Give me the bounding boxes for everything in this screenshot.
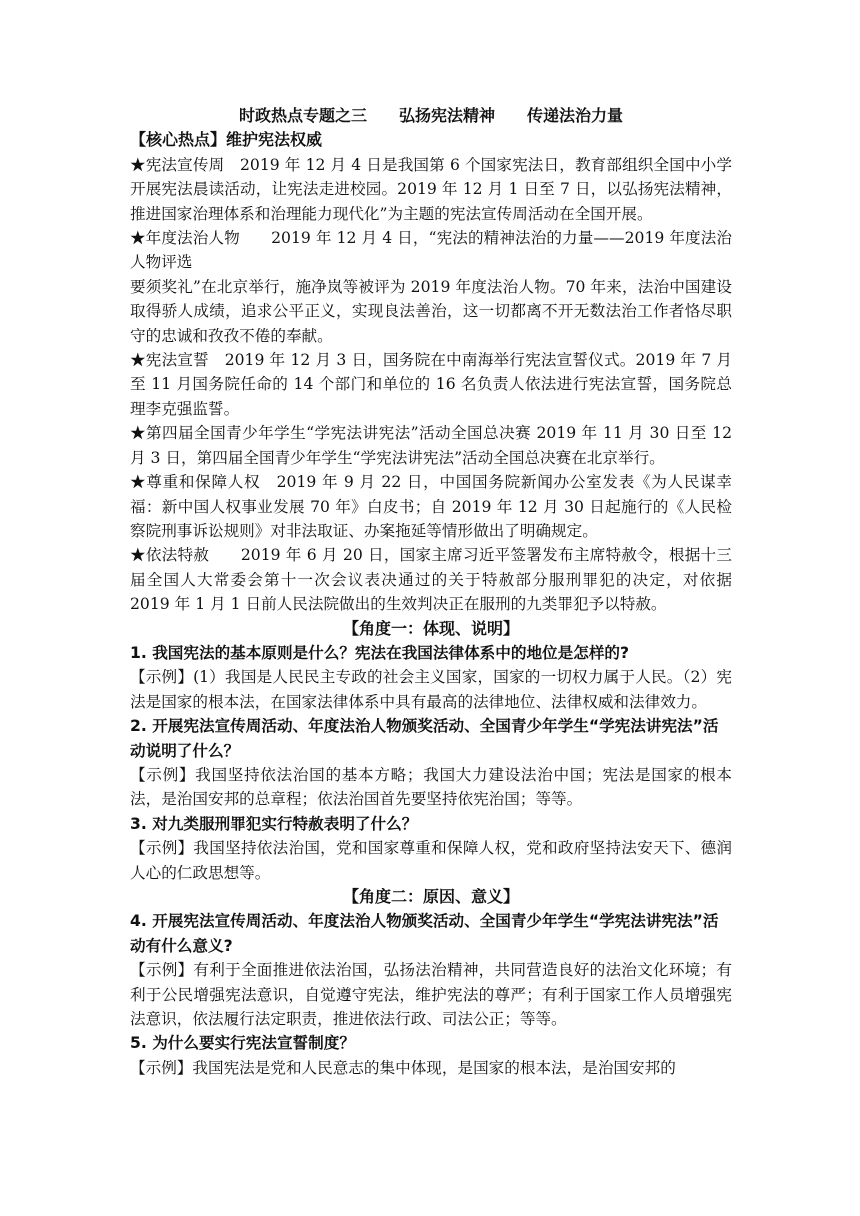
hotspot-text: 2019 年 12 月 3 日，国务院在中南海举行宪法宣誓仪式。2019 年 7 月至 11 月国务院任命的 14 个部门和单位的 16 名负责人依法进行宪法宣誓，国务院总理李克强监誓。 xyxy=(130,351,732,418)
hotspot-text: 2019 年 6 月 20 日，国家主席习近平签署发布主席特赦令，根据十三届全国人大常委会第十一次会议表决通过的关于特赦部分服刑罪犯的决定，对依据 2019 年 1 月 1 日前人民法院做出的生效判决正在服刑的九类罪犯予以特赦。 xyxy=(130,546,732,614)
hotspot-head: ★依法特赦 xyxy=(130,546,241,565)
hotspot-youth-contest xyxy=(130,421,732,470)
hotspot-constitution-week xyxy=(130,153,732,226)
hotspot-special-pardon xyxy=(130,543,732,616)
hotspot-head: ★第四届全国青少年学生“学宪法讲宪法”活动全国总决赛 xyxy=(130,424,537,443)
document-title: 时政热点专题之三 弘扬宪法精神 传递法治力量 xyxy=(238,106,623,125)
core-hotspot-heading: 【核心热点】维护宪法权威 xyxy=(130,130,323,150)
angle-one-heading: 【角度一：体现、说明】 xyxy=(342,618,519,638)
hotspot-head: ★尊重和保障人权 xyxy=(130,473,277,492)
answer-5: 【示例】我国宪法是党和人民意志的集中体现，是国家的根本法，是治国安邦的 xyxy=(130,1058,676,1077)
hotspot-text: 2019 年 9 月 22 日，中国国务院新闻办公室发表《为人民谋幸福：新中国人权事业发展 70 年》白皮书；自 2019 年 12 月 30 日起施行的《人民检察院刑事诉讼规则》对非法取证、办案拖延等情形做出了明确规定。 xyxy=(130,473,732,540)
answer-1: 【示例】(1）我国是人民民主专政的社会主义国家，国家的一切权力属于人民。（2）宪法是国家的根本法，在国家法律体系中具有最高的法律地位、法律权威和法律效力。 xyxy=(130,668,732,711)
question-4: 4. 开展宪法宣传周活动、年度法治人物颁奖活动、全国青少年学生“学宪法讲宪法”活动有什么意义? xyxy=(130,912,719,955)
answer-4: 【示例】有利于全面推进依法治国，弘扬法治精神，共同营造良好的法治文化环境；有利于公民增强宪法意识，自觉遵守宪法，维护宪法的尊严；有利于国家工作人员增强宪法意识，依法履行法定职责，推进依法行政、司法公正；等等。 xyxy=(130,961,732,1029)
hotspot-human-rights xyxy=(130,470,732,543)
hotspot-head: ★宪法宣誓 xyxy=(130,351,225,370)
answer-3: 【示例】我国坚持依法治国，党和国家尊重和保障人权，党和政府坚持法安天下、德润人心的仁政思想等。 xyxy=(130,839,732,882)
question-5: 5. 为什么要实行宪法宣誓制度？ xyxy=(130,1034,355,1053)
hotspot-constitution-oath xyxy=(130,348,732,421)
hotspot-head: ★宪法宣传周 xyxy=(130,155,241,174)
angle-two-heading: 【角度二：原因、意义】 xyxy=(342,887,519,906)
answer-2: 【示例】我国坚持依法治国的基本方略；我国大力建设法治中国；宪法是国家的根本法，是治国安邦的总章程；依法治国首先要坚持依宪治国；等等。 xyxy=(130,765,732,809)
question-3: 3. 对九类服刑罪犯实行特赦表明了什么？ xyxy=(130,814,418,833)
document-page xyxy=(130,104,732,1080)
hotspot-annual-legal-figures xyxy=(130,226,732,275)
hotspot-text: 2019 年 12 月 4 日，“宪法的精神法治的力量——2019 年度法治人物评选 xyxy=(130,229,732,272)
hotspot-annual-legal-figures-cont: 要须奖礼”在北京举行，施净岚等被评为 2019 年度法治人物。70 年来，法治中国建设取得骄人成绩，追求公平正义，实现良法善治，这一切都离不开无数法治工作者恪尽职守的忠诚和孜孜不倦的奉献。 xyxy=(130,277,732,345)
hotspot-text: 2019 年 11 月 30 日至 12 月 3 日，第四届全国青少年学生“学宪法讲宪法”活动全国总决赛在北京举行。 xyxy=(130,424,733,467)
hotspot-text: 2019 年 12 月 4 日是我国第 6 个国家宪法日，教育部组织全国中小学开展宪法晨读活动，让宪法走进校园。2019 年 12 月 1 日至 7 日，以弘扬宪法精神，推进国家治理体系和治理能力现代化”为主题的宪法宣传周活动在全国开展。 xyxy=(130,155,732,223)
question-1: 1. 我国宪法的基本原则是什么？宪法在我国法律体系中的地位是怎样的? xyxy=(130,643,630,662)
hotspot-head: ★年度法治人物 xyxy=(130,229,272,248)
question-2: 2. 开展宪法宣传周活动、年度法治人物颁奖活动、全国青少年学生“学宪法讲宪法”活动说明了什么？ xyxy=(130,717,719,760)
